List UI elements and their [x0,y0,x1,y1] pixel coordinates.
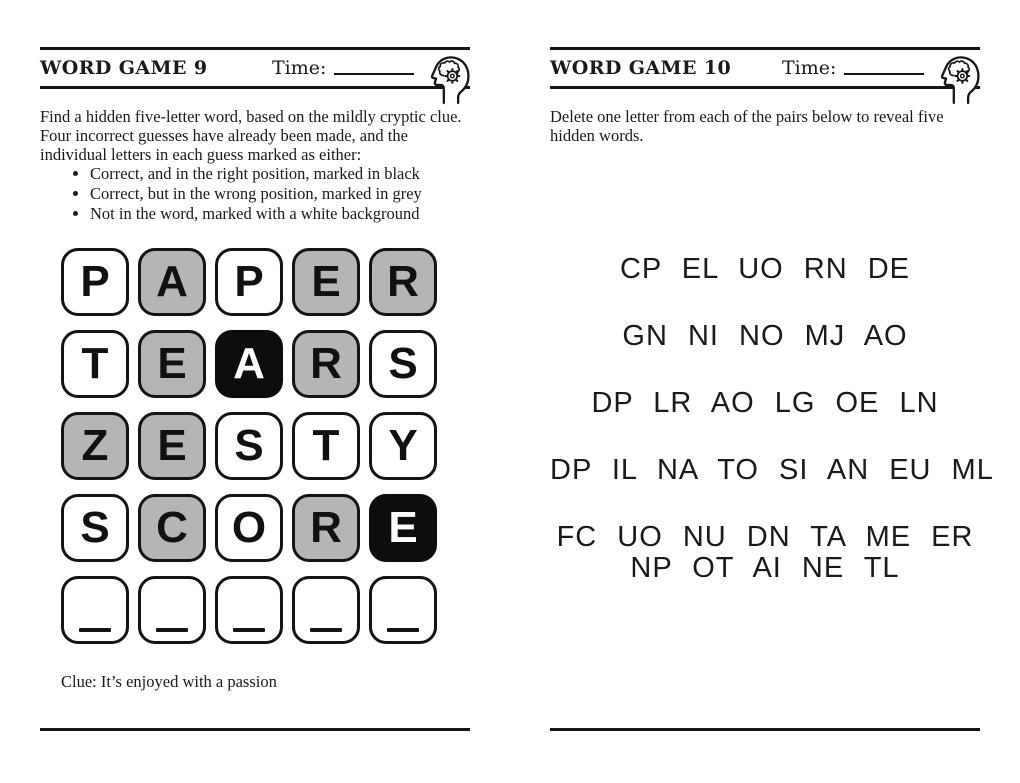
bottom-rule [550,728,980,731]
letter-tile-white: O [215,494,283,562]
pair-row: DP IL NA TO SI AN EU ML [550,454,994,486]
legend-item-grey: • Correct, but in the wrong position, marked in grey [90,185,470,204]
legend-item-white: • Not in the word, marked with a white background [90,205,470,224]
time-blank-line [844,73,924,75]
empty-tile [369,576,437,644]
letter-tile-grey: A [138,248,206,316]
grid-row [61,412,437,480]
blank-line [79,628,111,632]
letter-tile-white: S [215,412,283,480]
letter-tile-white: P [215,248,283,316]
letter-tile-grey: R [369,248,437,316]
instructions-text: Find a hidden five-letter word, based on the mildly cryptic clue. Four incorrect guesses have already been made, and the individual letters in each guess marked as either: [40,107,462,164]
pair-row: DP LR AO LG OE LN [591,387,939,419]
legend-item-black: • Correct, and in the right position, marked in black [90,165,470,184]
pair-row: FC UO NU DN TA ME ER [556,521,974,553]
page-word-game-10 [550,0,994,783]
pair-row: GN NI NO MJ AO [622,320,908,352]
page-header [40,47,470,89]
letter-tile-white: T [61,330,129,398]
letter-pairs [550,253,994,620]
letter-tile-white: P [61,248,129,316]
clue-text: Clue: It’s enjoyed with a passion [61,672,277,691]
pair-row: CP EL UO RN DE [619,253,911,285]
letter-tile-white: S [61,494,129,562]
instructions [40,108,470,225]
letter-tile-black: E [369,494,437,562]
brain-head-icon [934,47,984,105]
letter-tile-grey: E [138,412,206,480]
pair-row: NP OT AI NE TL [630,552,900,584]
instructions [550,108,980,146]
letter-tile-grey: R [292,330,360,398]
brain-head-icon [424,47,474,105]
instructions-text: Delete one letter from each of the pairs below to reveal five hidden words. [550,107,944,145]
page-header [550,47,980,89]
letter-tile-grey: R [292,494,360,562]
legend-list [40,165,470,223]
letter-tile-grey: E [292,248,360,316]
time-field [782,50,924,86]
empty-tile [292,576,360,644]
grid-row [61,330,437,398]
empty-tile [61,576,129,644]
page-title: WORD GAME 10 [550,57,732,79]
grid-row [61,576,437,644]
time-label: Time: [272,57,327,79]
letter-tile-white: Y [369,412,437,480]
blank-line [156,628,188,632]
time-field [272,50,414,86]
blank-line [310,628,342,632]
letter-tile-grey: C [138,494,206,562]
time-blank-line [334,73,414,75]
empty-tile [138,576,206,644]
grid-row [61,248,437,316]
letter-tile-white: T [292,412,360,480]
letter-tile-black: A [215,330,283,398]
bottom-rule [40,728,470,731]
blank-line [233,628,265,632]
time-label: Time: [782,57,837,79]
blank-line [387,628,419,632]
page-title: WORD GAME 9 [40,57,208,79]
letter-tile-grey: E [138,330,206,398]
letter-tile-grey: Z [61,412,129,480]
letter-grid [61,248,437,644]
empty-tile [215,576,283,644]
grid-row [61,494,437,562]
page-word-game-9 [40,0,470,783]
letter-tile-white: S [369,330,437,398]
